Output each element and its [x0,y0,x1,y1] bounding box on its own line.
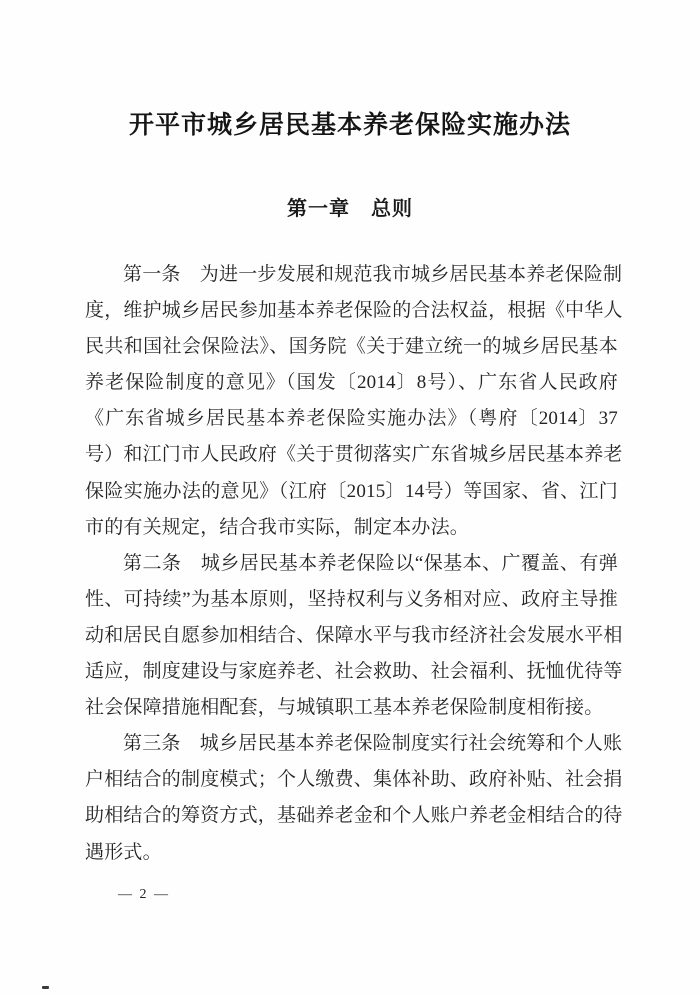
body-text [85,257,623,871]
text-line: 第三条 城乡居民基本养老保险制度实行社会统筹和个人账 [123,733,623,755]
text-line: 第二条 城乡居民基本养老保险以“保基本、广覆盖、有弹 [123,552,618,574]
text-line: 《广东省城乡居民基本养老保险实施办法》（粤府〔2014〕37 [85,408,618,430]
text-line: 动和居民自愿参加相结合、保障水平与我市经济社会发展水平相 [85,624,623,646]
text-line: 户相结合的制度模式；个人缴费、集体补助、政府补贴、社会捐 [85,769,623,791]
text-line: 社会保障措施相配套，与城镇职工基本养老保险制度相衔接。 [85,697,604,719]
scan-artifact-mark [42,986,49,989]
page-number: — 2 — [118,887,170,902]
text-line: 度，维护城乡居民参加基本养老保险的合法权益，根据《中华人 [85,300,623,322]
text-line: 适应，制度建设与家庭养老、社会救助、社会福利、抚恤优待等 [85,661,623,683]
text-line: 养老保险制度的意见》（国发〔2014〕8号）、广东省人民政府 [85,372,618,394]
text-line: 市的有关规定，结合我市实际，制定本办法。 [85,516,470,538]
text-line: 性、可持续”为基本原则，坚持权利与义务相对应、政府主导推 [85,588,618,610]
text-line: 遇形式。 [85,841,162,863]
text-line: 保险实施办法的意见》（江府〔2015〕14号）等国家、省、江门 [85,480,618,502]
text-line: 民共和国社会保险法》、国务院《关于建立统一的城乡居民基本 [85,336,618,358]
document-title: 开平市城乡居民基本养老保险实施办法 [128,112,571,139]
text-line: 助相结合的筹资方式，基础养老金和个人账户养老金相结合的待 [85,805,623,827]
text-line: 第一条 为进一步发展和规范我市城乡居民基本养老保险制 [123,264,623,285]
text-line: 号）和江门市人民政府《关于贯彻落实广东省城乡居民基本养老 [85,444,623,466]
chapter-heading: 第一章 总则 [287,198,413,220]
